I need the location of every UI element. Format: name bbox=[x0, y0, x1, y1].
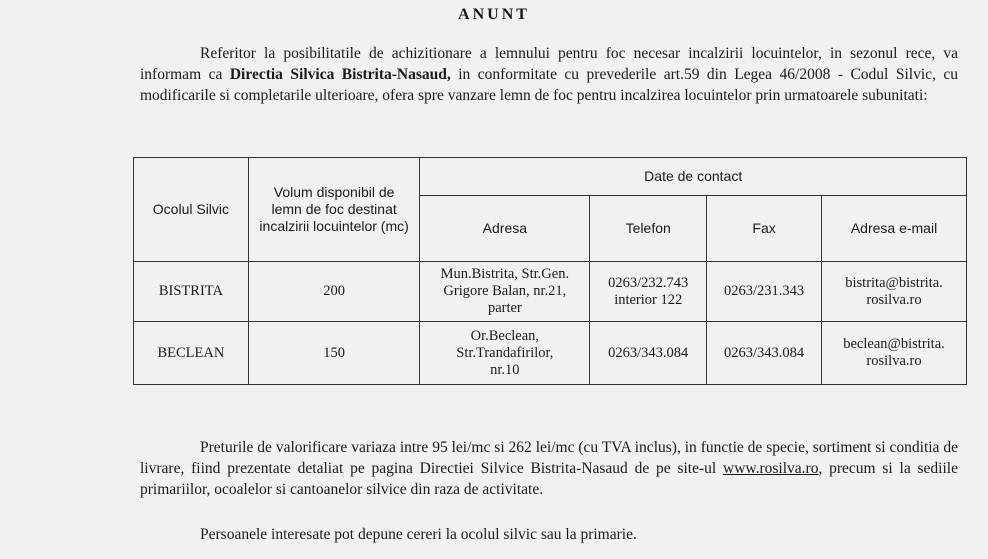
cell-adresa: Mun.Bistrita, Str.Gen. Grigore Balan, nr.21, parter bbox=[420, 262, 590, 322]
cell-ocol: BISTRITA bbox=[134, 262, 249, 322]
header-adresa: Adresa bbox=[420, 196, 590, 262]
cell-email: bistrita@bistrita. rosilva.ro bbox=[822, 262, 967, 322]
cell-fax: 0263/231.343 bbox=[707, 262, 822, 322]
header-ocolul-silvic: Ocolul Silvic bbox=[134, 158, 249, 262]
intro-text-end: in conformitate cu prevederile art.59 din Legea 46/2008 - Codul Silvic, cu modificarile si completarile ulterioare, ofera spre vanzare lemn de foc pentru incalzirea locuintelor prin urmatoarele subunitati: bbox=[140, 66, 958, 104]
cell-volum: 150 bbox=[248, 322, 420, 385]
header-date-de-contact: Date de contact bbox=[420, 158, 967, 196]
header-adresa-email: Adresa e-mail bbox=[822, 196, 967, 262]
closing-paragraph: Persoanele interesate pot depune cereri la ocolul silvic sau la primarie. bbox=[200, 526, 637, 543]
cell-volum: 200 bbox=[248, 262, 420, 322]
subunits-table bbox=[133, 157, 967, 385]
table-row bbox=[134, 262, 967, 322]
cell-adresa: Or.Beclean, Str.Trandafirilor, nr.10 bbox=[420, 322, 590, 385]
intro-text-start: Referitor la posibilitatile de achizitionare a lemnului pentru foc necesar incalzirii locuintelor, in sezonul rece, va informam ca bbox=[140, 45, 958, 83]
intro-organization-name: Directia Silvica Bistrita-Nasaud, bbox=[229, 66, 451, 83]
table-row bbox=[134, 322, 967, 385]
header-telefon: Telefon bbox=[590, 196, 707, 262]
prices-text-end: , precum si la sediile primariilor, ocoalelor si cantoanelor silvice din raza de activitate. bbox=[140, 460, 958, 498]
cell-fax: 0263/343.084 bbox=[707, 322, 822, 385]
cell-telefon: 0263/343.084 bbox=[590, 322, 707, 385]
intro-paragraph bbox=[140, 43, 958, 106]
header-volum-disponibil: Volum disponibil de lemn de foc destinat incalzirii locuintelor (mc) bbox=[248, 158, 420, 262]
cell-telefon: 0263/232.743 interior 122 bbox=[590, 262, 707, 322]
cell-email: beclean@bistrita. rosilva.ro bbox=[822, 322, 967, 385]
announcement-title: ANUNT bbox=[458, 6, 530, 23]
header-fax: Fax bbox=[707, 196, 822, 262]
prices-paragraph bbox=[140, 437, 958, 500]
cell-ocol: BECLEAN bbox=[134, 322, 249, 385]
prices-text-start: Preturile de valorificare variaza intre 95 lei/mc si 262 lei/mc (cu TVA inclus), in functie de specie, sortiment si conditia de livrare, fiind prezentate detaliat pe pagina Directiei Silvice Bistrita-Nasaud de pe site-ul bbox=[140, 439, 958, 477]
rosilva-website-link[interactable]: www.rosilva.ro bbox=[723, 460, 819, 477]
